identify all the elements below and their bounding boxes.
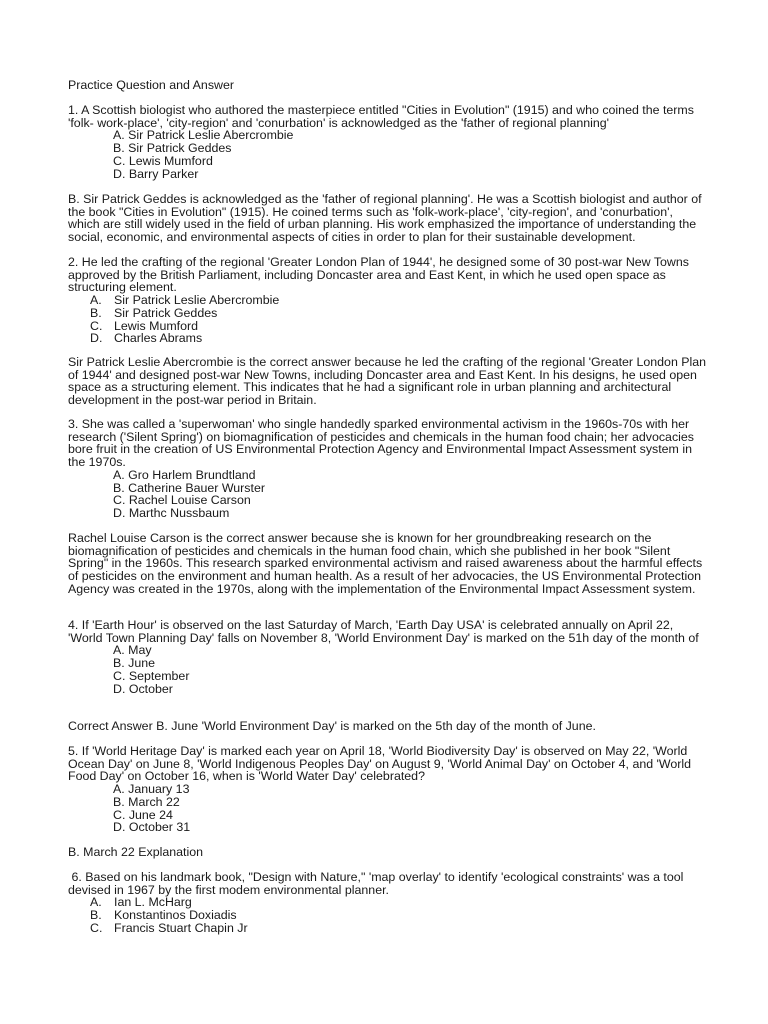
option-c: C. September	[113, 668, 190, 683]
option-c: C. Lewis Mumford	[90, 318, 199, 333]
question-3	[68, 418, 708, 520]
option-c: C. Rachel Louise Carson	[113, 493, 251, 508]
question-stem: 1. A Scottish biologist who authored the masterpiece entitled "Cities in Evolution" (1915) and who coined the terms 'folk- work-place', 'city-region' and 'conurbation' is acknowledged as the 'father of regional planning'	[68, 103, 694, 130]
answer-5	[68, 846, 708, 859]
answer-2	[68, 356, 708, 407]
question-4	[68, 619, 708, 695]
option-d: D. October 31	[113, 820, 191, 835]
option-d: D. Charles Abrams	[90, 331, 203, 346]
option-d: D. Marthc Nussbaum	[113, 505, 230, 520]
option-c: C. Lewis Mumford	[113, 153, 213, 168]
option-b: B. Konstantinos Doxiadis	[90, 908, 237, 923]
option-a: A. January 13	[113, 782, 190, 797]
option-a: A. Sir Patrick Leslie Abercrombie	[90, 293, 280, 308]
question-2	[68, 256, 708, 345]
option-b: B. June	[113, 656, 156, 671]
answer-text: Rachel Louise Carson is the correct answer because she is known for her groundbreaking research on the biomagnification of pesticides and chemicals in the human food chain, which she published in her book "Silent Spring" in the 1960s. This research sparked environmental activism and raised awareness about the harmful effects of pesticides on the environment and human health. As a result of her advocacies, the US Environmental Protection Agency was created in the 1970s, along with the implementation of the Environmental Impact Assessment system.	[68, 531, 703, 596]
option-a: A. Sir Patrick Leslie Abercrombie	[113, 128, 294, 143]
option-b: B. March 22	[113, 794, 180, 809]
option-a: A. May	[113, 643, 152, 658]
option-b: B. Sir Patrick Geddes	[113, 141, 232, 156]
option-b: B. Catherine Bauer Wurster	[113, 480, 265, 495]
answer-4	[68, 720, 708, 733]
question-stem: 5. If 'World Heritage Day' is marked each year on April 18, 'World Biodiversity Day' is observed on May 22, 'World Ocean Day' on June 8, 'World Indigenous Peoples Day' on August 9, 'World Animal Day' on October 4, and 'World Food Day' on October 16, when is 'World Water Day' celebrated?	[68, 744, 692, 784]
question-stem: 6. Based on his landmark book, "Design with Nature," 'map overlay' to identify 'ecological constraints' was a tool devised in 1967 by the first modem environmental planner.	[68, 870, 687, 897]
question-stem: 3. She was called a 'superwoman' who single handedly sparked environmental activism in the 1960s-70s with her research ('Silent Spring') on biomagnification of pesticides and chemicals in the human food chain; her advocacies bore fruit in the creation of US Environmental Protection Agency and Environmental Impact Assessment system in the 1970s.	[68, 417, 694, 470]
answer-text: Correct Answer B. June 'World Environment Day' is marked on the 5th day of the month of June.	[68, 719, 596, 733]
question-6	[68, 871, 708, 935]
answer-1	[68, 193, 708, 244]
answer-text: B. March 22 Explanation	[68, 845, 203, 859]
option-a: A. Gro Harlem Brundtland	[113, 467, 256, 482]
document-title: Practice Question and Answer	[68, 78, 234, 92]
option-a: A. Ian L. McHarg	[90, 895, 192, 910]
option-b: B. Sir Patrick Geddes	[90, 305, 218, 320]
question-1	[68, 104, 708, 180]
option-d: D. October	[113, 681, 173, 696]
option-c: C. June 24	[113, 807, 173, 822]
question-stem: 4. If 'Earth Hour' is observed on the last Saturday of March, 'Earth Day USA' is celebrated annually on April 22, 'World Town Planning Day' falls on November 8, 'World Environment Day' is marked on the 51h day of the month of	[68, 618, 699, 645]
answer-text: Sir Patrick Leslie Abercrombie is the correct answer because he led the crafting of the regional 'Greater London Plan of 1944' and designed post-war New Towns, including Doncaster area and East Kent. In his designs, he used open space as a structuring element. This indicates that he had a significant role in urban planning and architectural development in the post-war period in Britain.	[68, 355, 707, 408]
option-c: C. Francis Stuart Chapin Jr	[90, 920, 248, 935]
answer-text: B. Sir Patrick Geddes is acknowledged as the 'father of regional planning'. He was a Scottish biologist and author of the book "Cities in Evolution" (1915). He coined terms such as 'folk-work-place', 'city-region', and 'conurbation', which are still widely used in the field of urban planning. His work emphasized the importance of understanding the social, economic, and environmental aspects of cities in order to plan for their sustainable development.	[68, 192, 702, 245]
question-5	[68, 745, 708, 834]
question-stem: 2. He led the crafting of the regional 'Greater London Plan of 1944', he designed some of 30 post-war New Towns approved by the British Parliament, including Doncaster area and East Kent, in which he used open space as structuring element.	[68, 255, 689, 295]
answer-3	[68, 532, 708, 596]
option-d: D. Barry Parker	[113, 166, 199, 181]
